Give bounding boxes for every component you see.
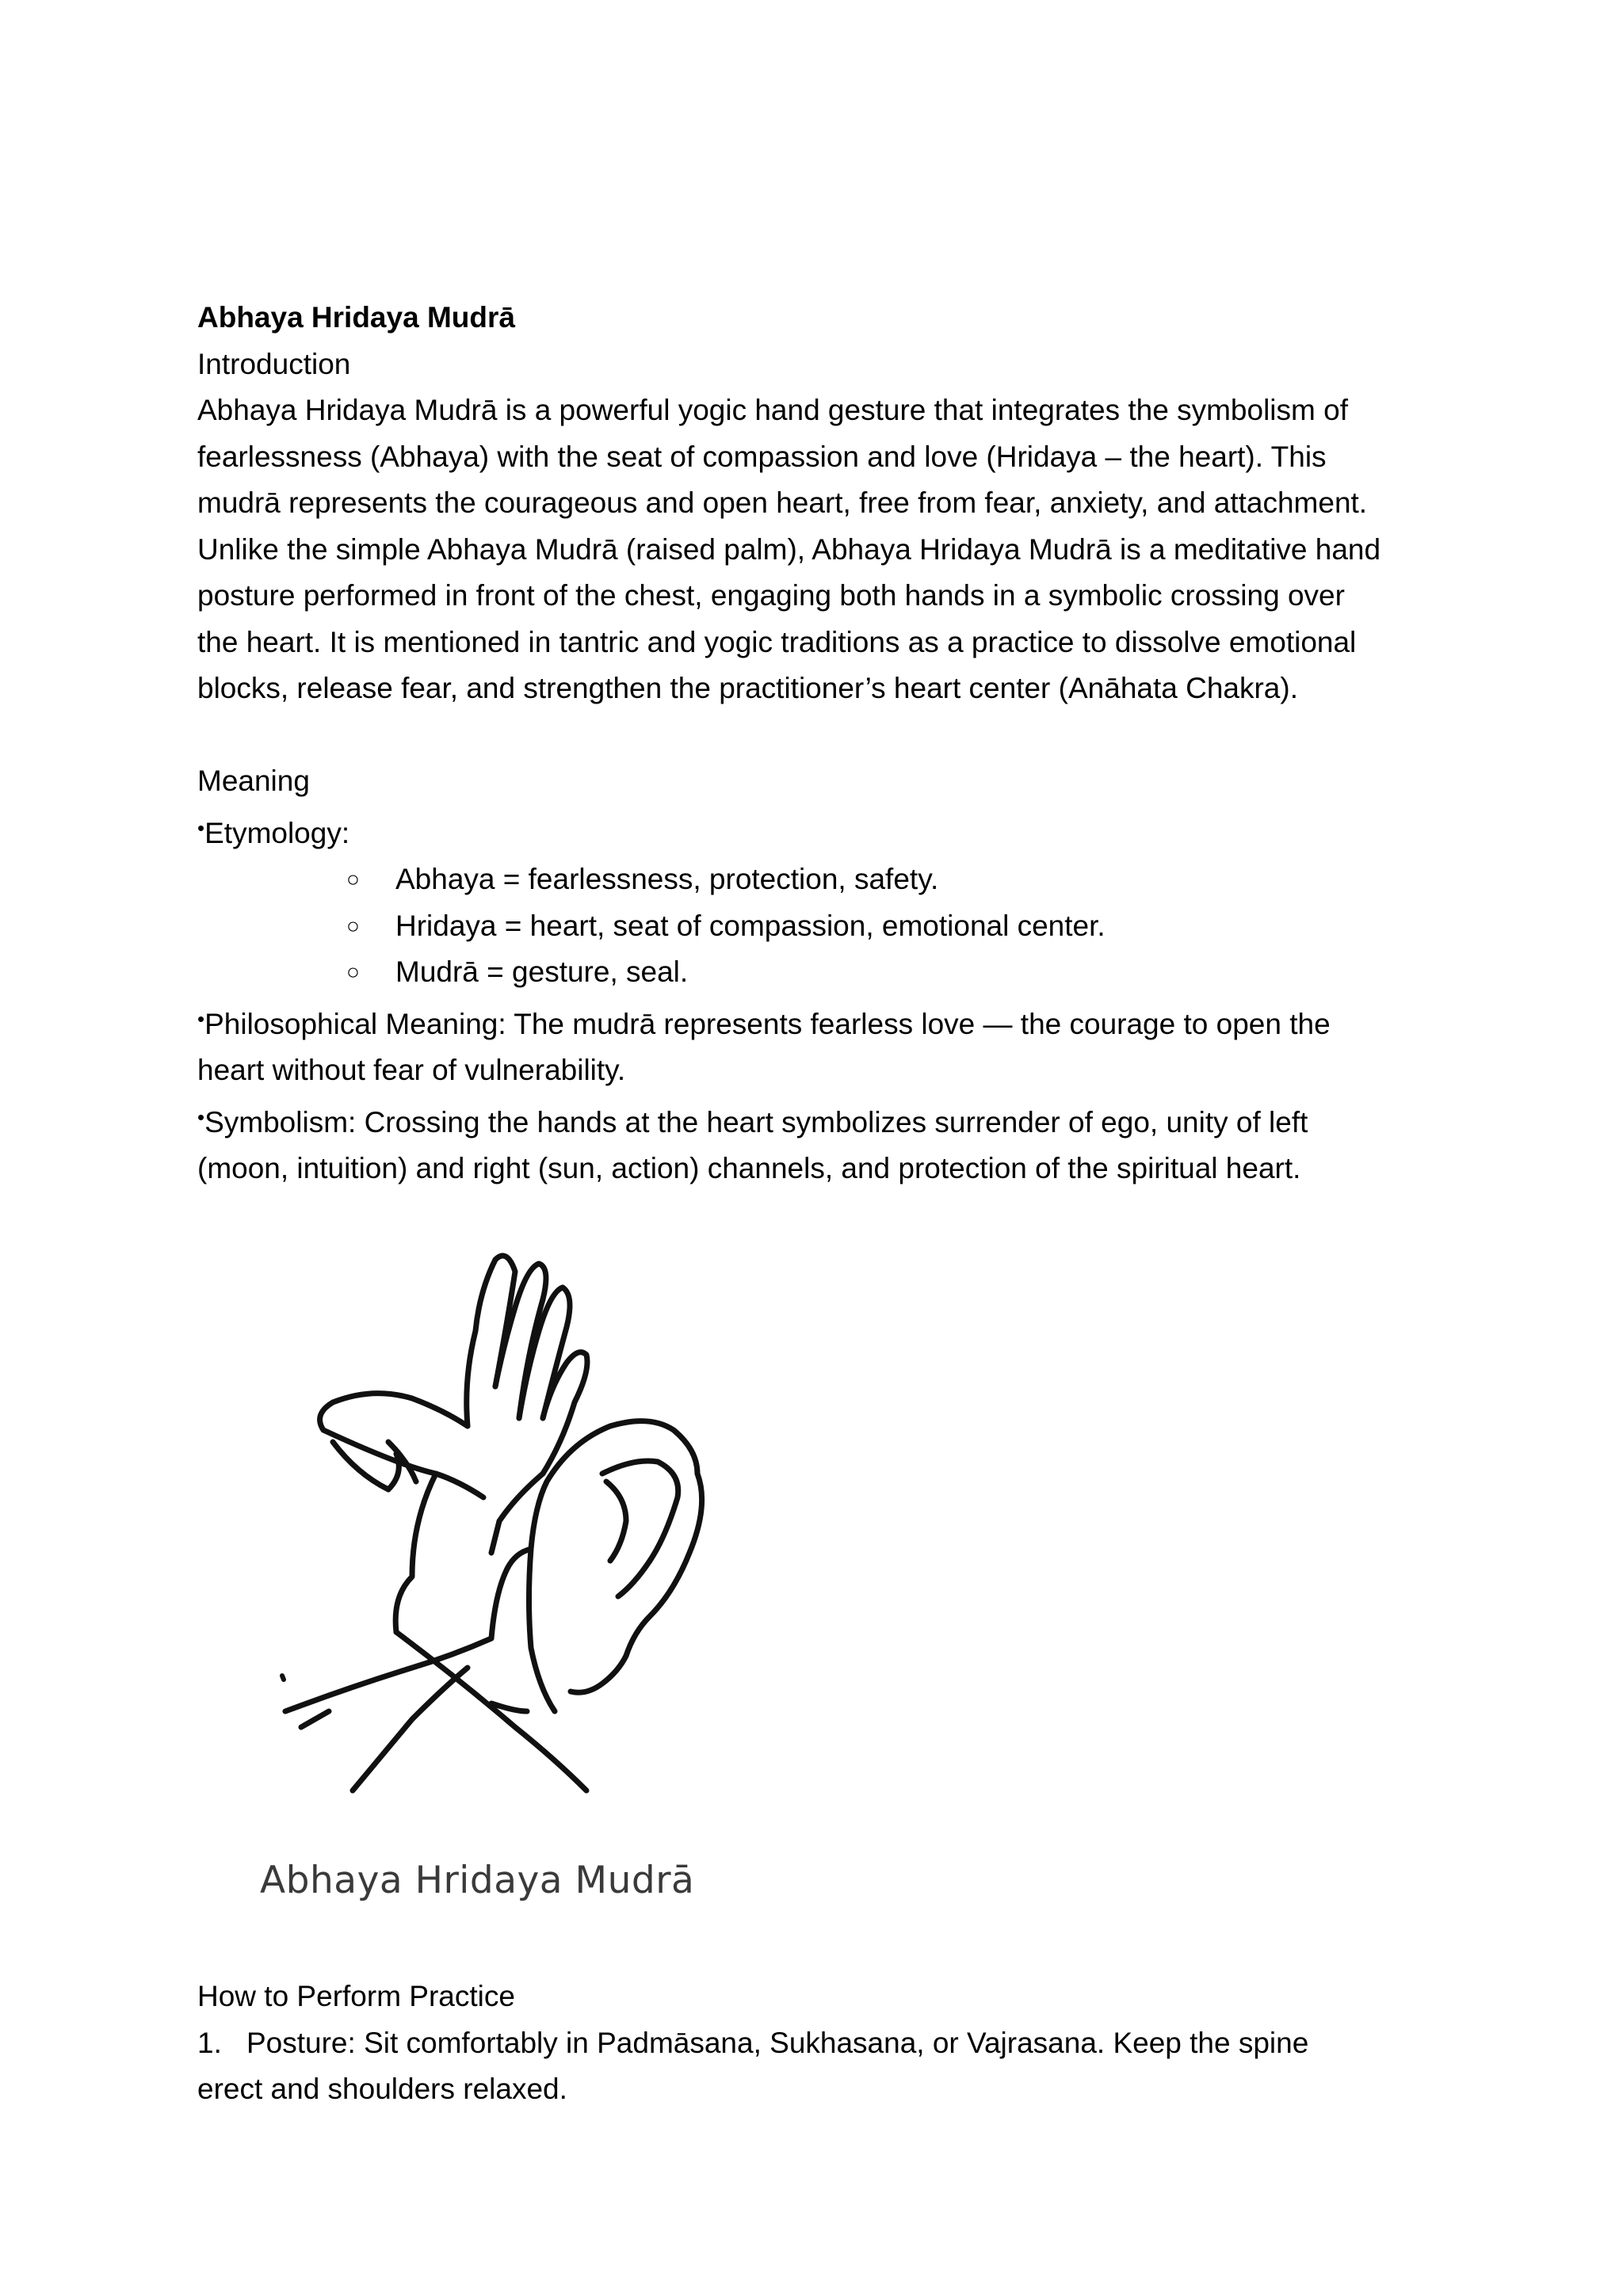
intro-line: Unlike the simple Abhaya Mudrā (raised palm), Abhaya Hridaya Mudrā is a meditative hand [197,532,1381,566]
document-title: Abhaya Hridaya Mudrā [197,301,515,334]
circle-bullet-icon: ○ [346,867,360,891]
philosophical-text-cont: heart without fear of vulnerability. [197,1054,626,1086]
step-number: 1. [197,2026,222,2059]
practice-step [197,2020,1434,2067]
practice-step-cont: erect and shoulders relaxed. [197,2073,567,2105]
symbolism-bullet [197,1094,1434,1146]
list-item [197,903,1434,950]
mudra-illustration [254,1236,745,1933]
document-body [197,295,1434,1192]
intro-line: mudrā represents the courageous and open heart, free from fear, anxiety, and attachment. [197,486,1368,519]
intro-line: Abhaya Hridaya Mudrā is a powerful yogic hand gesture that integrates the symbolism of [197,394,1348,426]
bullet-marker: • [197,1104,205,1129]
circle-bullet-icon: ○ [346,959,360,984]
etymology-label: Etymology: [204,816,350,849]
etymology-item: Abhaya = fearlessness, protection, safety. [395,863,939,895]
bullet-marker: • [197,1006,205,1031]
figure-caption: Abhaya Hridaya Mudrā [260,1859,695,1902]
symbolism-text: Symbolism: Crossing the hands at the heart symbolizes surrender of ego, unity of left [204,1105,1308,1138]
intro-line: fearlessness (Abhaya) with the seat of compassion and love (Hridaya – the heart). This [197,440,1327,473]
practice-section [197,1974,1434,2113]
intro-line: posture performed in front of the chest, engaging both hands in a symbolic crossing over [197,579,1345,612]
crossed-hands-drawing [254,1236,745,1854]
philosophical-text: Philosophical Meaning: The mudrā represents fearless love — the courage to open the [204,1007,1331,1040]
circle-bullet-icon: ○ [346,913,360,938]
intro-line: blocks, release fear, and strengthen the practitioner’s heart center (Anāhata Chakra). [197,672,1298,704]
intro-line: the heart. It is mentioned in tantric and yogic traditions as a practice to dissolve emotional [197,625,1357,658]
paragraph-spacer [197,712,1434,759]
bullet-marker: • [197,815,205,840]
etymology-bullet [197,805,1434,857]
list-item [197,856,1434,903]
introduction-heading: Introduction [197,347,351,380]
step-text: Posture: Sit comfortably in Padmāsana, Sukhasana, or Vajrasana. Keep the spine [246,2026,1309,2059]
etymology-item: Hridaya = heart, seat of compassion, emotional center. [395,909,1106,942]
practice-heading: How to Perform Practice [197,1980,515,2012]
philosophical-bullet [197,996,1434,1048]
meaning-heading: Meaning [197,765,310,797]
symbolism-text-cont: (moon, intuition) and right (sun, action) channels, and protection of the spiritual heart. [197,1152,1301,1184]
list-item [197,949,1434,996]
etymology-item: Mudrā = gesture, seal. [395,955,689,988]
etymology-list [197,856,1434,996]
